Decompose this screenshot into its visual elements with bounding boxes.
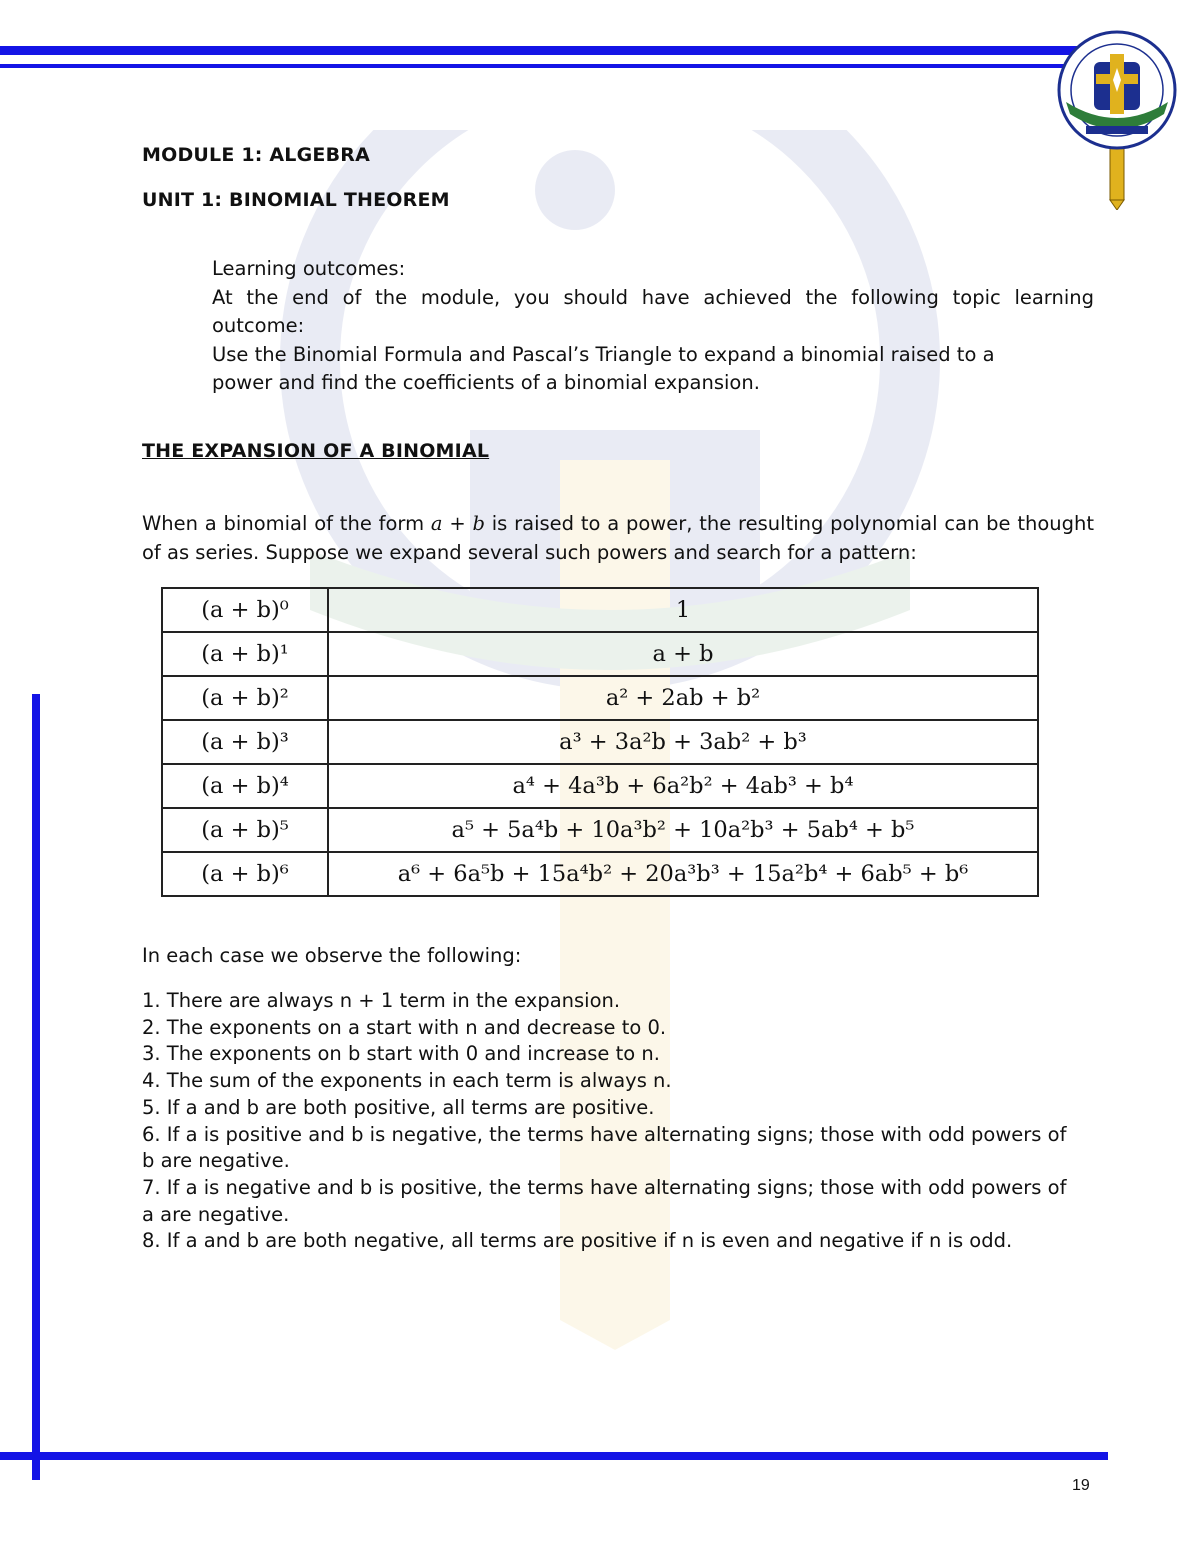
expansion-cell: a⁶ + 6a⁵b + 15a⁴b² + 20a³b³ + 15a²b⁴ + 6ab⁵ + b⁶ [328, 852, 1038, 896]
expansion-cell: a³ + 3a²b + 3ab² + b³ [328, 720, 1038, 764]
table-row [162, 852, 1038, 896]
power-cell: (a + b)⁰ [162, 588, 328, 632]
table-row [162, 632, 1038, 676]
list-item: 2. The exponents on a start with n and decrease to 0. [142, 1015, 667, 1039]
power-cell: (a + b)⁵ [162, 808, 328, 852]
observations-list [142, 988, 1082, 1255]
table-row [162, 764, 1038, 808]
university-seal-logo [1052, 14, 1182, 210]
list-item: 6. If a is positive and b is negative, the terms have alternating signs; those with odd powers of b are negative. [142, 1122, 1067, 1173]
unit-title: UNIT 1: BINOMIAL THEOREM [142, 189, 450, 211]
list-item: 7. If a is negative and b is positive, the terms have alternating signs; those with odd powers of a are negative. [142, 1175, 1067, 1226]
top-rule-thin [0, 64, 1080, 68]
list-item: 5. If a and b are both positive, all terms are positive. [142, 1095, 655, 1119]
bottom-rule [0, 1452, 1108, 1460]
intro-binomial-expression: a + b [430, 512, 485, 535]
outcomes-intro: At the end of the module, you should have achieved the following topic learning outcome: [212, 285, 1094, 337]
table-row [162, 676, 1038, 720]
power-cell: (a + b)⁴ [162, 764, 328, 808]
power-cell: (a + b)⁶ [162, 852, 328, 896]
power-cell: (a + b)² [162, 676, 328, 720]
section-intro [142, 509, 1094, 567]
expansion-cell: a⁵ + 5a⁴b + 10a³b² + 10a²b³ + 5ab⁴ + b⁵ [328, 808, 1038, 852]
section-title: THE EXPANSION OF A BINOMIAL [142, 440, 490, 462]
expansion-cell: 1 [328, 588, 1038, 632]
top-rule [0, 46, 1080, 55]
power-cell: (a + b)¹ [162, 632, 328, 676]
intro-text-start: When a binomial of the form [142, 512, 431, 535]
expansion-cell: a⁴ + 4a³b + 6a²b² + 4ab³ + b⁴ [328, 764, 1038, 808]
list-item: 4. The sum of the exponents in each term is always n. [142, 1069, 672, 1093]
expansion-cell: a² + 2ab + b² [328, 676, 1038, 720]
table-row [162, 720, 1038, 764]
learning-outcomes [212, 255, 1094, 398]
table-row [162, 588, 1038, 632]
outcome-statement-line-1: Use the Binomial Formula and Pascal’s Triangle to expand a binomial raised to a [212, 342, 995, 366]
outcomes-label: Learning outcomes: [212, 257, 406, 280]
table-row [162, 808, 1038, 852]
list-item: 8. If a and b are both negative, all terms are positive if n is even and negative if n is odd. [142, 1229, 1013, 1253]
power-cell: (a + b)³ [162, 720, 328, 764]
left-margin-rule [32, 694, 40, 1480]
page-number: 19 [1072, 1477, 1090, 1494]
observations-intro: In each case we observe the following: [142, 944, 522, 967]
expansion-cell: a + b [328, 632, 1038, 676]
intro-text-end: is raised to a power, the resulting polynomial can be thought of as series. Suppose we expand several such powers and search for a pattern: [142, 512, 1094, 564]
module-title: MODULE 1: ALGEBRA [142, 144, 370, 166]
outcome-statement-line-2: power and find the coefficients of a binomial expansion. [212, 371, 760, 394]
list-item: 3. The exponents on b start with 0 and increase to n. [142, 1042, 660, 1066]
binomial-expansion-table [161, 587, 1039, 897]
list-item: 1. There are always n + 1 term in the expansion. [142, 989, 621, 1012]
